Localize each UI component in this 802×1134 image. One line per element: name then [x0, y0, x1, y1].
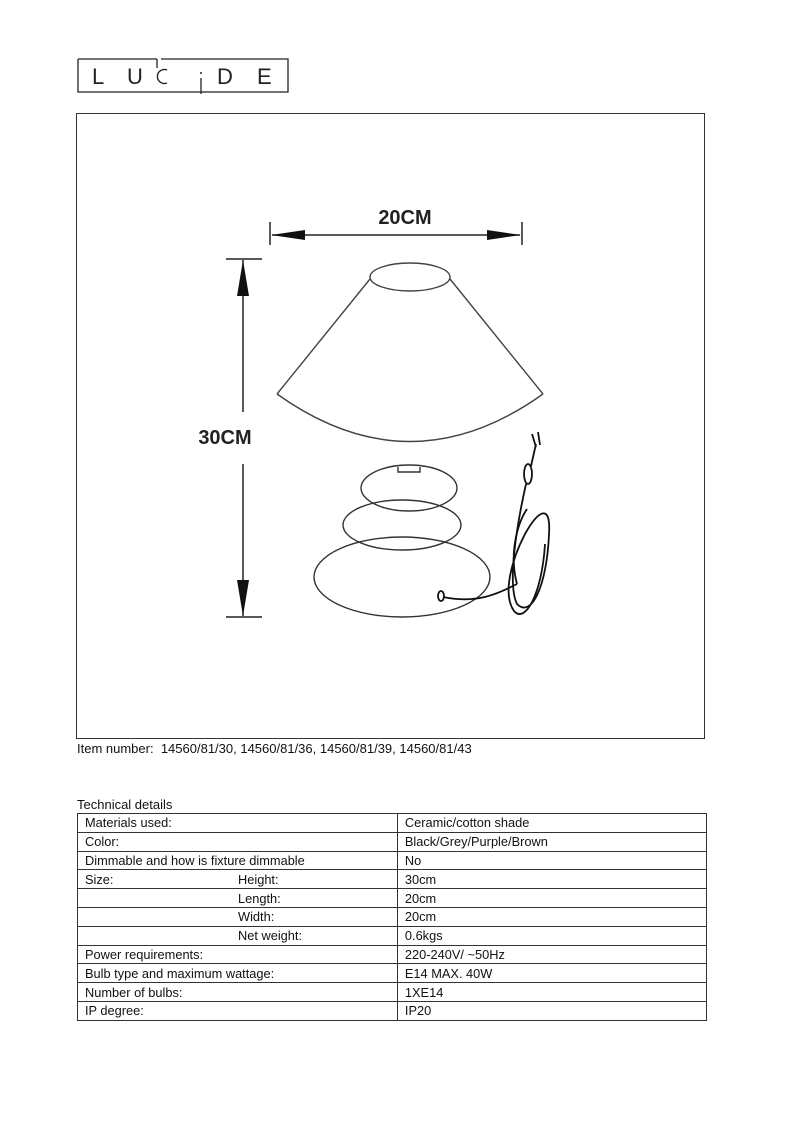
technical-details-table: [77, 813, 707, 1021]
lucide-logo: [77, 56, 289, 94]
lamp-dimension-drawing: [77, 114, 706, 740]
spec-group-label: Size:: [85, 871, 114, 887]
spec-value: 20cm: [397, 889, 706, 908]
table-row: [78, 832, 707, 851]
spec-sub-label: Length:: [238, 890, 281, 906]
spec-sub-label: Net weight:: [238, 928, 303, 944]
height-label: 30CM: [198, 427, 252, 449]
table-row: [78, 870, 707, 889]
table-row: [78, 814, 707, 833]
logo-letter-d: D: [217, 64, 233, 89]
spec-sub-label: Height:: [238, 871, 279, 887]
spec-label: [78, 907, 398, 926]
spec-sub-label: Width:: [238, 909, 275, 925]
spec-value: Black/Grey/Purple/Brown: [397, 832, 706, 851]
spec-value: 0.6kgs: [397, 926, 706, 945]
lamp-base: [314, 465, 490, 617]
table-row: [78, 983, 707, 1002]
width-label: 20CM: [378, 207, 432, 229]
spec-label: [78, 926, 398, 945]
spec-value: 1XE14: [397, 983, 706, 1002]
spec-label: Number of bulbs:: [78, 983, 398, 1002]
technical-details-title: Technical details: [77, 797, 173, 812]
spec-label: Color:: [78, 832, 398, 851]
spec-value: 220-240V/ ~50Hz: [397, 945, 706, 964]
width-dimension: [270, 207, 522, 245]
item-number-label: Item number:: [77, 741, 154, 756]
logo-letter-u: U: [127, 64, 143, 89]
logo-letter-c: [157, 70, 167, 84]
lamp-shade: [277, 263, 543, 442]
spec-value: IP20: [397, 1001, 706, 1020]
spec-value: 30cm: [397, 870, 706, 889]
spec-label: Materials used:: [78, 814, 398, 833]
spec-value: Ceramic/cotton shade: [397, 814, 706, 833]
table-row: [78, 851, 707, 870]
logo-letter-e: E: [257, 64, 272, 89]
height-dimension: [198, 259, 262, 617]
item-number-line: [77, 741, 472, 756]
table-row: [78, 926, 707, 945]
power-cord: [438, 432, 549, 614]
spec-value: 20cm: [397, 907, 706, 926]
table-row: [78, 907, 707, 926]
spec-label: [78, 889, 398, 908]
spec-label: Power requirements:: [78, 945, 398, 964]
spec-value: E14 MAX. 40W: [397, 964, 706, 983]
product-drawing-frame: [76, 113, 705, 739]
spec-value: No: [397, 851, 706, 870]
spec-label: IP degree:: [78, 1001, 398, 1020]
table-row: [78, 889, 707, 908]
spec-label: Dimmable and how is fixture dimmable: [78, 851, 398, 870]
table-row: [78, 1001, 707, 1020]
logo-letter-l: L: [92, 64, 105, 89]
spec-label: [78, 870, 398, 889]
table-row: [78, 945, 707, 964]
spec-label: Bulb type and maximum wattage:: [78, 964, 398, 983]
item-number-values: 14560/81/30, 14560/81/36, 14560/81/39, 14560/81/43: [160, 741, 472, 756]
table-row: [78, 964, 707, 983]
